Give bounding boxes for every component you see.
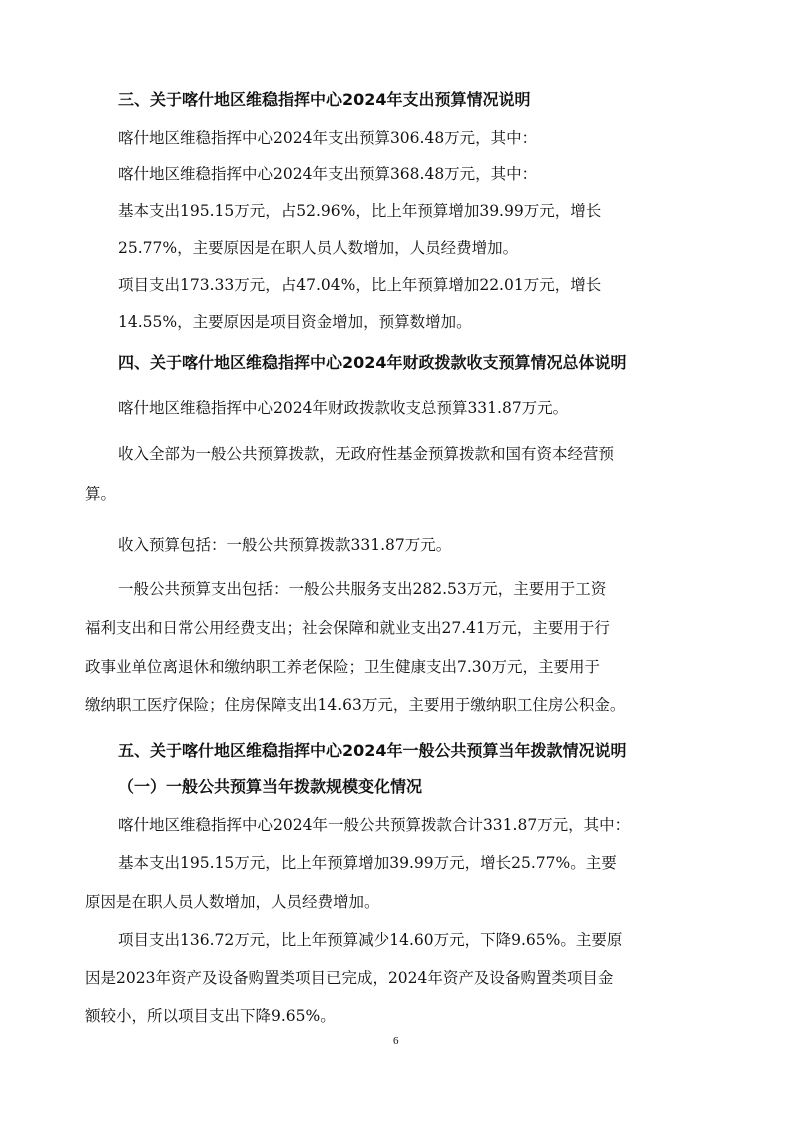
paragraph-line: 缴纳职工医疗保险；住房保障支出14.63万元，主要用于缴纳职工住房公积金。 — [85, 696, 626, 714]
paragraph-line: 算。 — [85, 485, 117, 503]
section-4-heading: 四、关于喀什地区维稳指挥中心2024年财政拨款收支预算情况总体说明 — [118, 353, 627, 372]
section-3-heading: 三、关于喀什地区维稳指挥中心2024年支出预算情况说明 — [118, 90, 531, 109]
paragraph-line: 喀什地区维稳指挥中心2024年支出预算306.48万元，其中： — [118, 129, 538, 147]
paragraph-line: 喀什地区维稳指挥中心2024年支出预算368.48万元，其中： — [118, 165, 538, 183]
paragraph-line: 福利支出和日常公用经费支出；社会保障和就业支出27.41万元，主要用于行 — [85, 619, 610, 637]
paragraph-line: 喀什地区维稳指挥中心2024年财政拨款收支总预算331.87万元。 — [118, 399, 569, 417]
paragraph-line: 项目支出173.33万元，占47.04%，比上年预算增加22.01万元，增长 — [118, 276, 602, 294]
paragraph-line: 额较小，所以项目支出下降9.65%。 — [85, 1007, 336, 1025]
paragraph-line: 14.55%，主要原因是项目资金增加，预算数增加。 — [118, 313, 472, 331]
paragraph-line: 基本支出195.15万元，比上年预算增加39.99万元，增长25.77%。主要 — [118, 854, 617, 872]
paragraph-line: 一般公共预算支出包括：一般公共服务支出282.53万元，主要用于工资 — [118, 580, 607, 598]
page-number: 6 — [393, 1035, 399, 1047]
paragraph-line: 项目支出136.72万元，比上年预算减少14.60万元，下降9.65%。主要原 — [118, 931, 623, 949]
paragraph-line: 基本支出195.15万元，占52.96%，比上年预算增加39.99万元，增长 — [118, 202, 602, 220]
paragraph-line: 25.77%，主要原因是在职人员人数增加，人员经费增加。 — [118, 239, 519, 257]
section-5-subheading: （一）一般公共预算当年拨款规模变化情况 — [118, 777, 423, 796]
paragraph-line: 因是2023年资产及设备购置类项目已完成，2024年资产及设备购置类项目金 — [85, 969, 614, 987]
paragraph-line: 喀什地区维稳指挥中心2024年一般公共预算拨款合计331.87万元，其中： — [118, 816, 631, 834]
paragraph-line: 收入预算包括：一般公共预算拨款331.87万元。 — [118, 536, 452, 554]
paragraph-line: 原因是在职人员人数增加，人员经费增加。 — [85, 893, 380, 911]
paragraph-line: 收入全部为一般公共预算拨款，无政府性基金预算拨款和国有资本经营预 — [118, 445, 615, 463]
section-5-heading: 五、关于喀什地区维稳指挥中心2024年一般公共预算当年拨款情况说明 — [118, 741, 627, 760]
paragraph-line: 政事业单位离退休和缴纳职工养老保险；卫生健康支出7.30万元，主要用于 — [85, 658, 601, 676]
